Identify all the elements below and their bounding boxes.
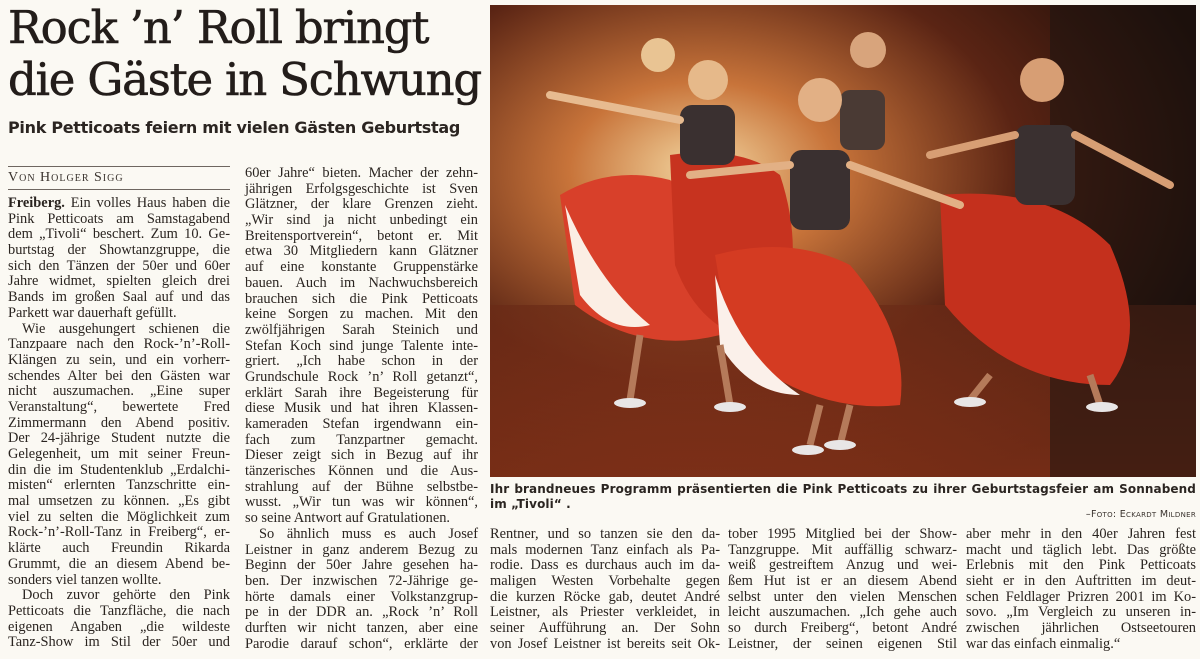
text-line: tober 1995 Mitglied bei der Show- xyxy=(728,526,957,542)
text-line-rest: Ein volles Haus haben die xyxy=(64,195,230,211)
text-line: rodie. Dass es durchaus auch im da- xyxy=(490,557,720,574)
text-line: macht und täglich lebt. Das größte xyxy=(966,541,1196,558)
text-line: schendes Alter bei den Gästen war xyxy=(8,367,230,384)
text-line xyxy=(8,196,230,212)
text-line: sovo. „Im Vergleich zu unseren in- xyxy=(966,604,1196,621)
byline-top-rule xyxy=(8,166,230,167)
text-line: so seine Antwort auf Gratulationen. xyxy=(245,510,451,527)
text-line: Pink Petticoats am Samstagabend xyxy=(8,210,230,227)
text-line: Parkett war dauerhaft gefüllt. xyxy=(8,304,177,321)
text-line: sonders viel tanzen wollte. xyxy=(8,571,162,588)
text-line: Wie ausgehungert schienen die xyxy=(22,320,230,337)
text-line: Rock-’n’-Roll-Tanz in Freiberg“, er- xyxy=(8,524,230,541)
text-line: zwischen jährlichen Ostseetouren xyxy=(966,620,1196,637)
text-line: Parodie darauf schon“, erklärte der xyxy=(245,635,478,652)
text-line: Zimmermann den Abend positiv. xyxy=(8,414,230,431)
text-line: Breitensportverein“, betont er. Mit xyxy=(245,227,478,244)
text-line: selbst unter den vielen Menschen xyxy=(728,588,957,605)
text-line: wusst. „Wir tun was wir können“, xyxy=(245,494,478,511)
headline-line-1: Rock ’n’ Roll bringt xyxy=(8,1,429,54)
photo-credit: –Foto: Eckardt Mildner xyxy=(1085,509,1196,520)
text-line: leicht auszumachen. „Ich gehe auch xyxy=(728,604,957,621)
headline-line-2: die Gäste in Schwung xyxy=(8,53,481,106)
text-line: die kurzen Röcke gab, deutet André xyxy=(490,588,720,605)
text-line: 60er Jahre“ bieten. Macher der zehn- xyxy=(245,165,478,181)
text-line: griert. „Ich habe schon in der xyxy=(245,353,478,370)
paragraph xyxy=(245,166,478,527)
text-line: misten“ erlernten Tanzschritte ein- xyxy=(8,477,230,494)
article-column-1 xyxy=(8,196,230,651)
text-line: Tanzgruppe. Mit auffällig schwarz- xyxy=(728,541,957,558)
text-line: pe in der DDR an. „Rock ’n’ Roll xyxy=(245,604,478,621)
text-line: maligen Westen Vorbehalte gegen xyxy=(490,573,720,590)
headline xyxy=(8,2,481,106)
text-line: keine Sorgen zu machen. Mit den xyxy=(245,306,478,323)
text-line: Glätzner, der klare Grenzen zieht. xyxy=(245,196,478,213)
text-line: Tanzpaare nach den Rock-’n’-Roll- xyxy=(8,336,230,353)
text-line: schen Feldlager Prizren 2001 im Ko- xyxy=(966,588,1196,605)
paragraph xyxy=(8,322,230,589)
text-line: kameraden Stefan irgendwann ein- xyxy=(245,416,478,432)
text-line: fach zum Tanzpartner gemacht. xyxy=(245,431,478,448)
paragraph xyxy=(8,588,230,651)
text-line: Doch zuvor gehörte den Pink xyxy=(22,587,230,604)
text-line: Leistner, der seinen eigenen Stil xyxy=(728,635,957,652)
text-line: Beginn der 50er Jahre gesehen ha- xyxy=(245,557,478,574)
dateline: Freiberg. xyxy=(8,195,65,211)
text-line: zwölfjährigen Sarah Steinich und xyxy=(245,321,478,338)
text-line: sieht er in den Auftritten im deut- xyxy=(966,573,1196,590)
text-line: Veranstaltung“, bewertete Fred xyxy=(8,398,230,415)
text-line: brauchen sich die Pink Petticoats xyxy=(245,290,478,307)
text-line: ßem Hut ist er an diesem Abend xyxy=(728,573,957,590)
article-column-2 xyxy=(245,166,478,652)
text-line: erklärt Sarah ihre Begeisterung für xyxy=(245,384,478,401)
article-column-4 xyxy=(728,527,957,653)
text-line: viel zu selten die Möglichkeit zum xyxy=(8,508,230,525)
text-line: din die im Studentenklub „Erdalchi- xyxy=(8,461,230,478)
text-line: Grundschule Rock ’n’ Roll getanzt“, xyxy=(245,368,478,385)
text-line: Rentner, und so tanzen sie den da- xyxy=(490,526,720,542)
text-line: Grummt, die an diesem Abend be- xyxy=(8,555,230,572)
text-line: Jahre widmet, spielten gleich drei xyxy=(8,273,230,290)
text-line: Stefan Koch sind junge Talente inte- xyxy=(245,337,478,354)
text-line: so durch Freiberg“, betont André xyxy=(728,620,957,637)
text-line: Leistner in ganz anderem Bezug zu xyxy=(245,541,478,558)
photo-dancers-image xyxy=(490,5,1196,477)
text-line: von Josef Leistner ist bereits seit Ok- xyxy=(490,635,720,652)
paragraph xyxy=(966,527,1196,653)
text-line: etwa 30 Mitgliedern kann Glätzner xyxy=(245,243,478,260)
paragraph xyxy=(245,527,478,653)
text-line: Gelegenheit, um mit seiner Freun- xyxy=(8,446,230,462)
paragraph xyxy=(490,527,720,653)
paragraph xyxy=(8,196,230,322)
text-line: „Wir sind ja nicht unbedingt ein xyxy=(245,212,478,229)
photo-caption: Ihr brandneues Programm präsentierten die Pink Petticoats zu ihrer Geburtstagsfeier am Sonnabend im „Tivoli“ . xyxy=(490,482,1196,511)
text-line: Der 24-jährige Student nutzte die xyxy=(8,430,230,447)
text-line: bauen. Auch im Nachwuchsbereich xyxy=(245,274,478,291)
text-line: Leistner, als Priester verkleidet, in xyxy=(490,604,720,621)
text-line: ben. Der inzwischen 72-Jährige ge- xyxy=(245,572,478,589)
subheadline: Pink Petticoats feiern mit vielen Gästen Geburtstag xyxy=(8,118,461,137)
text-line: tänzerisches Können und die Aus- xyxy=(245,463,478,480)
text-line: nicht auszumachen. „Eine super xyxy=(8,383,230,400)
text-line: diese Musik und hat ihren Klassen- xyxy=(245,400,478,417)
text-line: strahlung auf der Bühne selbstbe- xyxy=(245,478,478,495)
text-line: weiß gestreiftem Anzug und wei- xyxy=(728,557,957,574)
text-line: eigenen Angaben „die wildeste xyxy=(8,618,230,635)
text-line: burtstag der Showtanzgruppe, die xyxy=(8,242,230,259)
text-line: mals modernen Tanz einfach als Pa- xyxy=(490,541,720,558)
article-column-5 xyxy=(966,527,1196,653)
text-line: Tanz-Show im Stil der 50er und xyxy=(8,634,230,651)
text-line: dem „Tivoli“ beschert. Zum 10. Ge- xyxy=(8,226,230,243)
text-line: klärte auch Freundin Rikarda xyxy=(8,540,230,557)
article-column-3 xyxy=(490,527,720,653)
text-line: seiner Aufführung an. Der Sohn xyxy=(490,620,720,637)
text-line: Klängen zu sein, und ein vorherr- xyxy=(8,351,230,368)
text-line: Erlebnis mit den Pink Petticoats xyxy=(966,557,1196,574)
text-line: durften wir nicht tanzen, aber eine xyxy=(245,619,478,636)
text-line: sich den Tänzen der 50er und 60er xyxy=(8,257,230,274)
text-line: aber mehr in den 40er Jahren fest xyxy=(966,526,1196,542)
text-line: Bands im großen Saal auf und das xyxy=(8,289,230,306)
byline: Von Holger Sigg xyxy=(8,170,124,185)
paragraph xyxy=(728,527,957,653)
text-line: auf eine konstante Gruppenstärke xyxy=(245,259,478,276)
text-line: Petticoats die Tanzfläche, die nach xyxy=(8,602,230,619)
text-line: hörte damals einer Volkstanzgrup- xyxy=(245,588,478,605)
text-line: Dieser zeigt sich in Bezug auf ihr xyxy=(245,447,478,464)
byline-bottom-rule xyxy=(8,189,230,190)
text-line: jährigen Erfolgsgeschichte ist Sven xyxy=(245,180,478,197)
text-line: war das einfach einmalig.“ xyxy=(966,635,1121,652)
photo-dancers xyxy=(490,5,1196,477)
text-line: So ähnlich muss es auch Josef xyxy=(259,525,478,542)
text-line: mal umsetzen zu können. „Es gibt xyxy=(8,493,230,510)
